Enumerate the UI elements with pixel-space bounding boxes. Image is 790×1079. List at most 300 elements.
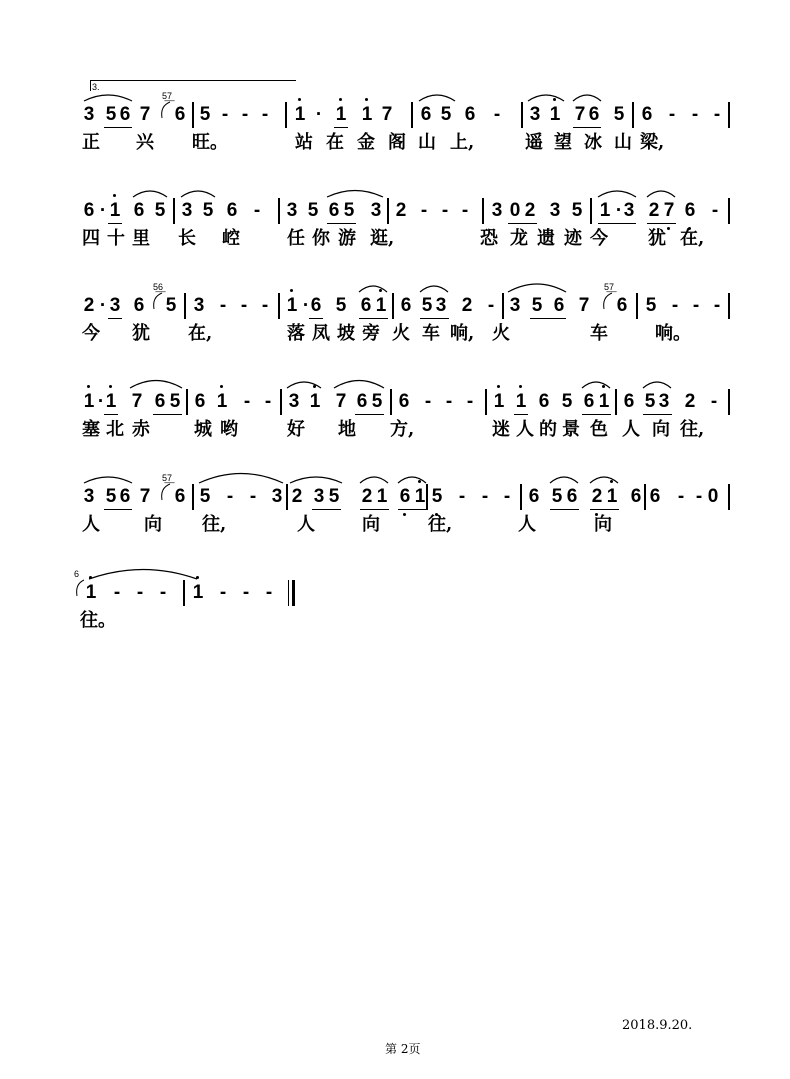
date-stamp: 2018.9.20.	[622, 1018, 693, 1033]
note: 3	[109, 295, 121, 316]
note: -	[264, 391, 272, 412]
note: 6	[399, 486, 411, 507]
note: -	[668, 104, 676, 125]
lyric: 站	[295, 132, 313, 153]
note: 3	[549, 200, 561, 221]
note: 1	[294, 104, 306, 125]
note: -	[243, 391, 251, 412]
note: 5	[105, 486, 117, 507]
barline	[728, 198, 730, 224]
grace-tie	[158, 482, 172, 502]
lyric: 阁	[388, 132, 406, 153]
lyric: 旁	[362, 323, 380, 344]
lyric: 人	[82, 514, 100, 535]
lyric: 人	[297, 514, 315, 535]
note: -	[695, 486, 703, 507]
note: 5	[199, 104, 211, 125]
lyrics-line	[80, 419, 730, 441]
grace-note: 5̲7̲	[604, 282, 615, 292]
note: 1	[192, 582, 204, 603]
note: 5	[199, 486, 211, 507]
barline	[636, 293, 638, 319]
grace-tie	[150, 291, 164, 311]
barline	[728, 484, 730, 510]
grace-note: 6	[74, 569, 80, 579]
lyric: 山	[614, 132, 632, 153]
note: 5	[169, 391, 181, 412]
barline	[590, 198, 592, 224]
note: 6	[133, 295, 145, 316]
barline	[520, 484, 522, 510]
lyric: 山	[418, 132, 436, 153]
note: 3	[83, 486, 95, 507]
octave-dot	[220, 385, 223, 388]
lyric: 凤	[312, 323, 330, 344]
lyric: 游	[338, 228, 356, 249]
underline	[355, 414, 384, 415]
lyric: 你	[312, 228, 330, 249]
barline	[186, 389, 188, 415]
barline	[173, 198, 175, 224]
note: 1	[361, 104, 373, 125]
note: 5	[645, 295, 657, 316]
barline	[387, 198, 389, 224]
note: ·	[97, 391, 105, 412]
notes-line	[80, 91, 730, 128]
note: -	[240, 295, 248, 316]
underline	[514, 414, 528, 415]
underline	[582, 414, 611, 415]
note: ·	[99, 200, 107, 221]
underline	[647, 223, 676, 224]
underline	[312, 509, 341, 510]
lyric: 上,	[450, 132, 475, 153]
note: 5	[328, 486, 340, 507]
slur	[129, 377, 183, 389]
note: ·	[99, 295, 107, 316]
note: 5	[561, 391, 573, 412]
note: 6	[588, 104, 600, 125]
note: 3	[370, 200, 382, 221]
note: 5	[343, 200, 355, 221]
note: 6	[538, 391, 550, 412]
slur	[198, 470, 284, 484]
note: 1	[414, 486, 426, 507]
note: -	[249, 486, 257, 507]
note: -	[710, 391, 718, 412]
slur	[83, 474, 133, 484]
slur	[88, 566, 198, 580]
note: 6	[174, 104, 186, 125]
note: 6	[154, 391, 166, 412]
lyric: 在	[326, 132, 344, 153]
lyric: 车	[590, 323, 608, 344]
note: -	[221, 104, 229, 125]
underline	[550, 509, 579, 510]
note: 1	[85, 582, 97, 603]
note: -	[493, 104, 501, 125]
lyric: 火	[392, 323, 410, 344]
barline	[411, 102, 413, 128]
note: 1	[286, 295, 298, 316]
barline	[278, 293, 280, 319]
slur	[286, 379, 322, 389]
lyric: 在,	[188, 323, 213, 344]
note: 6	[328, 200, 340, 221]
lyric: 金	[357, 132, 375, 153]
lyric: 地	[338, 419, 356, 440]
note: 2	[291, 486, 303, 507]
note: 1	[105, 391, 117, 412]
note: 5	[165, 295, 177, 316]
note: 2	[648, 200, 660, 221]
note: -	[458, 486, 466, 507]
barline	[615, 389, 617, 415]
slur	[397, 474, 427, 484]
note: 1	[83, 391, 95, 412]
note: -	[253, 200, 261, 221]
octave-dot	[290, 289, 293, 292]
lyric: 人	[516, 419, 534, 440]
octave-dot	[298, 98, 301, 101]
note: 6	[420, 104, 432, 125]
note: 6	[623, 391, 635, 412]
slur	[132, 188, 168, 198]
lyric: 城	[194, 419, 212, 440]
note: -	[242, 582, 250, 603]
lyric: 响,	[450, 323, 475, 344]
note: ·	[315, 104, 323, 125]
note: 3	[623, 200, 635, 221]
barline	[280, 389, 282, 415]
note: 6	[464, 104, 476, 125]
note: -	[711, 200, 719, 221]
lyric: 冰	[584, 132, 602, 153]
underline	[360, 509, 389, 510]
octave-dot	[497, 385, 500, 388]
notes-line	[74, 569, 730, 606]
lyric: 往。	[80, 610, 116, 631]
lyric: 四	[82, 228, 100, 249]
lyric: 迹	[564, 228, 582, 249]
lyric: 向	[144, 514, 162, 535]
note: -	[424, 391, 432, 412]
note: 5	[644, 391, 656, 412]
lyric: 今	[82, 323, 100, 344]
note: -	[445, 391, 453, 412]
lyric: 长	[178, 228, 196, 249]
lyric: 景	[562, 419, 580, 440]
grace-tie	[158, 100, 172, 120]
note: 3	[658, 391, 670, 412]
lyric: 车	[422, 323, 440, 344]
note: 6	[83, 200, 95, 221]
page-number: 第 2页	[385, 1042, 421, 1056]
note: -	[691, 104, 699, 125]
note: 1	[493, 391, 505, 412]
note: 3	[313, 486, 325, 507]
octave-dot	[113, 194, 116, 197]
lyric: 梁,	[640, 132, 665, 153]
barline	[728, 293, 730, 319]
note: -	[713, 104, 721, 125]
slur	[572, 92, 602, 102]
lyric: 的	[539, 419, 557, 440]
note: 6	[119, 486, 131, 507]
ending-number: 3.	[92, 82, 100, 92]
note: 6	[400, 295, 412, 316]
barline	[285, 102, 287, 128]
barline	[632, 102, 634, 128]
lyric: 在,	[680, 228, 705, 249]
slur	[358, 283, 388, 293]
note: 7	[381, 104, 393, 125]
note: -	[136, 582, 144, 603]
note: 6	[553, 295, 565, 316]
underline	[104, 127, 132, 128]
lyrics-line	[80, 228, 730, 250]
note: 3	[435, 295, 447, 316]
lyric: 遗	[537, 228, 555, 249]
grace-tie	[74, 578, 86, 598]
note: 6	[398, 391, 410, 412]
note: -	[261, 104, 269, 125]
notes-line	[80, 198, 730, 224]
note: 6	[119, 104, 131, 125]
lyric: 方,	[390, 419, 415, 440]
octave-dot	[109, 385, 112, 388]
barline	[728, 102, 730, 128]
note: 0	[707, 486, 719, 507]
note: -	[487, 295, 495, 316]
final-barline	[288, 580, 295, 606]
note: 6	[630, 486, 642, 507]
lyric: 向	[652, 419, 670, 440]
lyrics-line	[80, 514, 730, 536]
note: 3	[193, 295, 205, 316]
underline	[327, 223, 356, 224]
note: -	[713, 295, 721, 316]
note: -	[219, 295, 227, 316]
slur	[83, 92, 133, 102]
note: 5	[440, 104, 452, 125]
octave-dot	[87, 385, 90, 388]
underline	[573, 127, 601, 128]
note: 5	[307, 200, 319, 221]
note: 6	[684, 200, 696, 221]
notes-line	[80, 389, 730, 415]
note: 5	[421, 295, 433, 316]
barline	[184, 293, 186, 319]
note: 5	[105, 104, 117, 125]
notes-line	[80, 473, 730, 510]
note: 6	[528, 486, 540, 507]
note: -	[503, 486, 511, 507]
note: 1	[109, 200, 121, 221]
underline	[530, 318, 566, 319]
note: 2	[684, 391, 696, 412]
barline	[390, 389, 392, 415]
lyrics-line	[80, 610, 730, 632]
underline	[108, 318, 122, 319]
note: 5	[531, 295, 543, 316]
lyric: 犹	[132, 323, 150, 344]
note: 7	[574, 104, 586, 125]
lyric: 犹	[648, 228, 666, 249]
note: 1	[375, 295, 387, 316]
note: 3	[509, 295, 521, 316]
grace-tie	[600, 291, 614, 311]
lyric: 火	[492, 323, 510, 344]
octave-dot	[339, 98, 342, 101]
notes-line	[80, 282, 730, 319]
note: 5	[154, 200, 166, 221]
barline	[392, 293, 394, 319]
barline	[183, 580, 185, 606]
lyric: 任	[287, 228, 305, 249]
lyrics-line	[80, 132, 730, 154]
underline	[420, 318, 449, 319]
note: 6	[174, 486, 186, 507]
note: 6	[360, 295, 372, 316]
slur	[180, 188, 216, 198]
note: 3	[491, 200, 503, 221]
lyric: 恐	[480, 228, 498, 249]
underline	[643, 414, 672, 415]
note: -	[461, 200, 469, 221]
note: -	[692, 295, 700, 316]
note: 3	[529, 104, 541, 125]
note: 6	[566, 486, 578, 507]
lyric: 旺。	[192, 132, 228, 153]
lyric: 好	[287, 419, 305, 440]
slur	[419, 283, 449, 293]
slur	[549, 474, 579, 484]
lyric: 向	[594, 514, 612, 535]
note: 5	[551, 486, 563, 507]
note: 2	[591, 486, 603, 507]
underline	[359, 318, 388, 319]
barline	[426, 484, 428, 510]
barline	[644, 484, 646, 510]
note: 6	[194, 391, 206, 412]
note: 5	[202, 200, 214, 221]
lyric: 逛,	[370, 228, 395, 249]
slur	[359, 474, 389, 484]
note: 1	[216, 391, 228, 412]
note: 5	[371, 391, 383, 412]
note: 6	[641, 104, 653, 125]
note: 1	[515, 391, 527, 412]
octave-dot	[365, 98, 368, 101]
note: -	[226, 486, 234, 507]
grace-note: 5̲6̲	[153, 282, 164, 292]
underline	[334, 127, 348, 128]
lyric: 往,	[428, 514, 453, 535]
note: 6	[226, 200, 238, 221]
underline	[309, 318, 323, 319]
lyric: 向	[362, 514, 380, 535]
note: -	[671, 295, 679, 316]
note: 1	[549, 104, 561, 125]
lyric: 遥	[525, 132, 543, 153]
barline	[485, 389, 487, 415]
note: 2	[461, 295, 473, 316]
barline	[482, 198, 484, 224]
note: -	[241, 104, 249, 125]
note: -	[441, 200, 449, 221]
note: 1	[335, 104, 347, 125]
octave-dot	[519, 385, 522, 388]
note: 2	[395, 200, 407, 221]
lyric: 往,	[202, 514, 227, 535]
lyric: 落	[287, 323, 305, 344]
note: 5	[613, 104, 625, 125]
note: 1	[376, 486, 388, 507]
lyric: 哟	[220, 419, 238, 440]
note: 6	[649, 486, 661, 507]
underline	[398, 509, 427, 510]
note: 2	[361, 486, 373, 507]
note: 5	[571, 200, 583, 221]
note: 0	[509, 200, 521, 221]
lyric: 崆	[222, 228, 240, 249]
note: 7	[139, 104, 151, 125]
slur	[527, 92, 565, 102]
note: -	[265, 582, 273, 603]
note: -	[113, 582, 121, 603]
note: 1	[309, 391, 321, 412]
slur	[589, 474, 619, 484]
note: 1	[598, 391, 610, 412]
slur	[333, 377, 385, 389]
note: 6	[356, 391, 368, 412]
lyric: 人	[518, 514, 536, 535]
underline	[598, 223, 636, 224]
barline	[502, 293, 504, 319]
note: ·	[302, 295, 310, 316]
note: 3	[83, 104, 95, 125]
note: -	[466, 391, 474, 412]
underline	[108, 223, 122, 224]
lyrics-line	[80, 323, 730, 345]
note: 7	[139, 486, 151, 507]
note: 5	[335, 295, 347, 316]
grace-note: 5̲7̲	[162, 473, 173, 483]
lyric: 人	[622, 419, 640, 440]
slur	[326, 188, 384, 198]
note: -	[481, 486, 489, 507]
lyric: 北	[106, 419, 124, 440]
lyric: 塞	[82, 419, 100, 440]
slur	[289, 474, 343, 484]
slur	[642, 379, 672, 389]
barline	[728, 389, 730, 415]
note: 3	[286, 200, 298, 221]
lyric: 里	[132, 228, 150, 249]
underline	[153, 414, 182, 415]
note: -	[159, 582, 167, 603]
underline	[104, 509, 132, 510]
note: 2	[83, 295, 95, 316]
barline	[521, 102, 523, 128]
note: 7	[335, 391, 347, 412]
note: -	[420, 200, 428, 221]
note: 7	[131, 391, 143, 412]
lyric: 望	[554, 132, 572, 153]
grace-note: 5̲7̲	[162, 91, 173, 101]
slur	[646, 188, 676, 198]
